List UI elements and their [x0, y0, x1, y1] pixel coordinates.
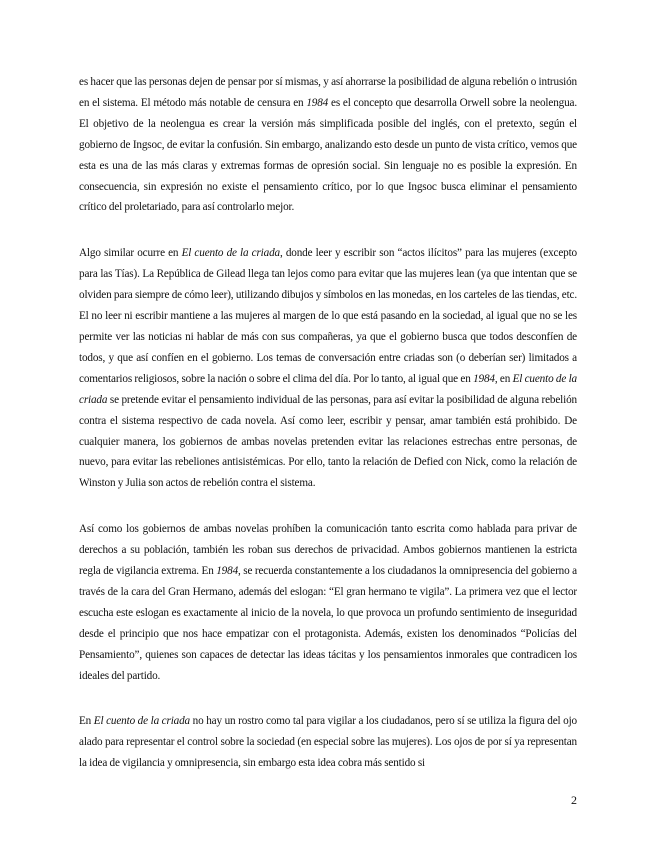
text-run: Algo similar ocurre en [79, 247, 182, 260]
italic-title-run: El cuento de la criada [93, 715, 190, 728]
text-run: , en [494, 372, 513, 385]
text-run: En [79, 715, 94, 728]
text-run: , se recuerda constantemente a los ciudadanos la omnipresencia del gobierno a través de la cara del Gran Hermano, además del eslogan: “El gran hermano te vigila”. La primera vez que el lector escucha este eslogan es exactamente al inicio de la novela, lo que provoca un profundo sentimiento de inseguridad desde el principio que nos hace empatizar con el protagonista. Además, existen los denominados “Policías del Pensamiento”, quienes son capaces de detectar las ideas tácitas y los pensamientos inmorales que contradicen los ideales del partido. [79, 565, 577, 682]
text-run: es el concepto que desarrolla Orwell sobre la neolengua. El objetivo de la neolengua es crear la versión más simplificada posible del inglés, con el pretexto, según el gobierno de Ingsoc, de evitar la confusión. Sin embargo, analizando esto desde un punto de vista crítico, vemos que esta es una de las más claras y extremas formas de opresión social. Sin lenguaje no es posible la expresión. En consecuencia, sin expresión no existe el pensamiento crítico, por lo que Ingsoc busca eliminar el pensamiento crítico del proletariado, para así controlarlo mejor. [79, 96, 577, 214]
italic-title-run: 1984 [473, 372, 495, 385]
italic-title-run: 1984 [216, 565, 239, 578]
text-run: , donde leer y escribir son “actos ilícitos” para las mujeres (excepto para las Tías). La República de Gilead llega tan lejos como para evitar que las mujeres lean (ya que intentan que se olviden para siempre de cómo leer), utilizando dibujos y símbolos en las monedas, en los carteles de las tiendas, etc. El no leer ni escribir mantiene a las mujeres al margen de lo que está pasando en la sociedad, al igual que no se les permite ver las noticias ni hablar de más con sus compañeras, ya que el gobierno busca que todos desconfíen de todos, y que así confíen en el gobierno. Los temas de conversación entre criadas son (o deberían ser) limitados a comentarios religiosos, sobre la nación o sobre el clima del día. Por lo tanto, al igual que en [79, 247, 578, 385]
paragraph-1 [79, 72, 577, 218]
paragraph-3 [79, 519, 577, 686]
page-number: 2 [571, 793, 577, 807]
italic-title-run: 1984 [306, 96, 329, 109]
paragraph-2 [79, 243, 577, 494]
italic-title-run: El cuento de la criada [79, 372, 577, 406]
paragraph-4 [79, 711, 577, 774]
text-run: no hay un rostro como tal para vigilar a los ciudadanos, pero sí se utiliza la figura del ojo alado para representar el control sobre la sociedad (en especial sobre las mujeres). Los ojos de por sí ya representan la idea de vigilancia y omnipresencia, sin embargo esta idea cobra más sentido si [79, 715, 577, 770]
document-page [79, 72, 577, 799]
text-run: Así como los gobiernos de ambas novelas prohíben la comunicación tanto escrita como hablada para privar de derechos a su población, también les roban sus derechos de privacidad. Ambos gobiernos mantienen la estricta regla de vigilancia extrema. En [79, 523, 577, 578]
text-run: se pretende evitar el pensamiento individual de las personas, para así evitar la posibilidad de alguna rebelión contra el sistema respectivo de cada novela. Así como leer, escribir y pensar, amar también está prohibido. De cualquier manera, los gobiernos de ambas novelas pretenden evitar las relaciones estrechas entre personas, de nuevo, para evitar las rebeliones antisistémicas. Por ello, tanto la relación de Defied con Nick, como la relación de Winston y Julia son actos de rebelión contra el sistema. [79, 393, 577, 490]
text-run: es hacer que las personas dejen de pensar por sí mismas, y así ahorrarse la posibilidad de alguna rebelión o intrusión en el sistema. El método más notable de censura en [79, 76, 577, 109]
italic-title-run: El cuento de la criada [181, 247, 280, 260]
